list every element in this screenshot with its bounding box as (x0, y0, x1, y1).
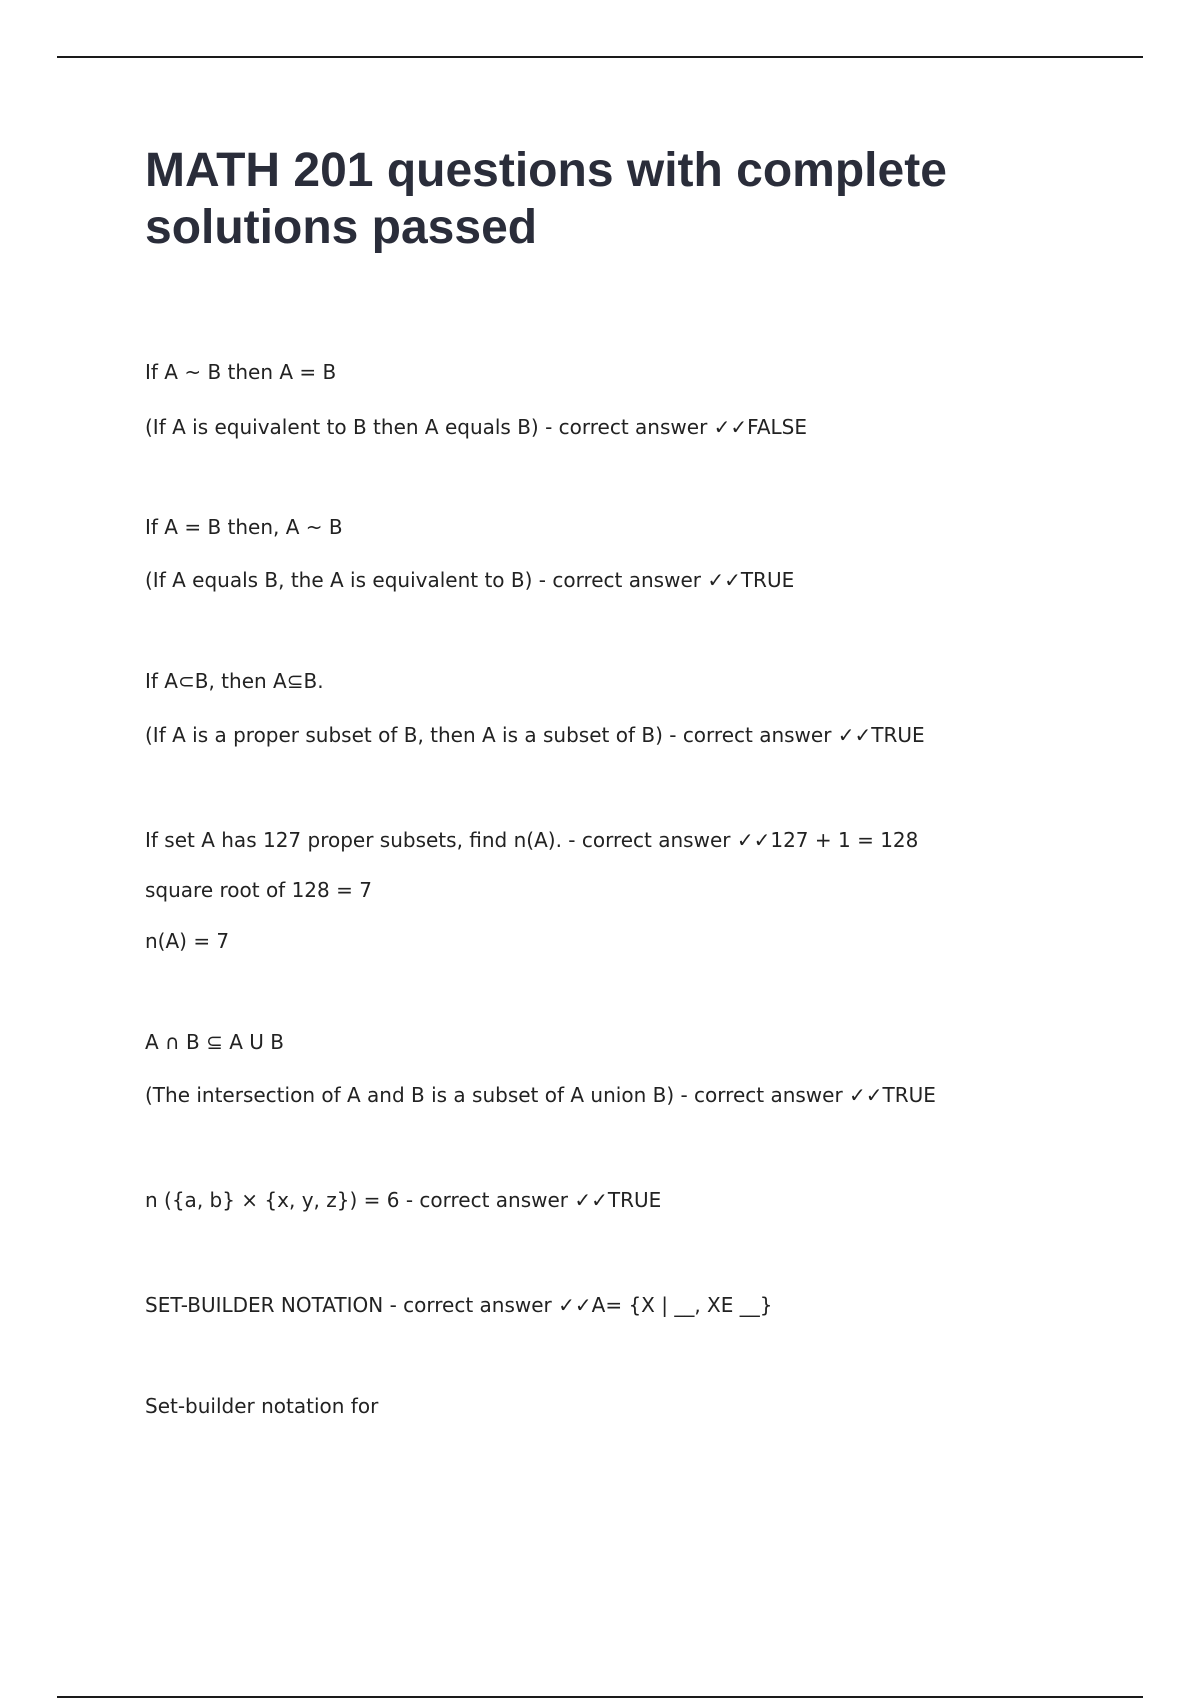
question-5-statement: A ∩ B ⊆ A U B (145, 1030, 284, 1054)
bottom-rule (57, 1696, 1143, 1698)
question-4-result: n(A) = 7 (145, 929, 230, 953)
top-rule (57, 56, 1143, 58)
document-title: MATH 201 questions with complete solutions passed (145, 144, 947, 254)
question-4-step: square root of 128 = 7 (145, 878, 372, 902)
question-3-statement: If A⊂B, then A⊆B. (145, 669, 324, 693)
question-8-statement: Set-builder notation for (145, 1394, 379, 1418)
question-7-answer: SET-BUILDER NOTATION - correct answer ✓✓A= {X | __, XE __} (145, 1293, 773, 1317)
question-1-answer: (If A is equivalent to B then A equals B) - correct answer ✓✓FALSE (145, 415, 807, 439)
question-5-answer: (The intersection of A and B is a subset of A union B) - correct answer ✓✓TRUE (145, 1083, 936, 1107)
question-6-answer: n ({a, b} × {x, y, z}) = 6 - correct answer ✓✓TRUE (145, 1188, 662, 1212)
question-4-answer: If set A has 127 proper subsets, find n(A). - correct answer ✓✓127 + 1 = 128 (145, 828, 919, 852)
question-2-answer: (If A equals B, the A is equivalent to B) - correct answer ✓✓TRUE (145, 568, 795, 592)
question-2-statement: If A = B then, A ~ B (145, 515, 343, 539)
question-1-statement: If A ~ B then A = B (145, 360, 337, 384)
question-3-answer: (If A is a proper subset of B, then A is a subset of B) - correct answer ✓✓TRUE (145, 723, 925, 747)
